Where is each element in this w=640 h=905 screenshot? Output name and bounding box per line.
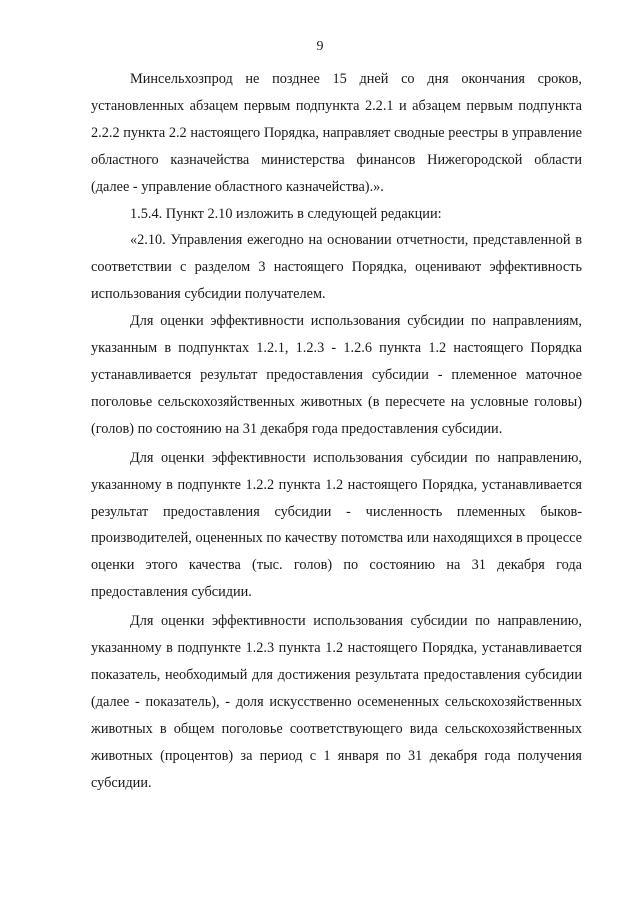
paragraph-effectiveness-1: Для оценки эффективности использования субсидии по направлениям, указанным в подпунктах 1.2.1, 1.2.3 - 1.2.6 пункта 1.2 настоящего Порядка устанавливается результат предоставления субсидии - племенное маточное поголовье сельскохозяйственных животных (в пересчете на условные головы) (голов) по состоянию на 31 декабря года предоставления субсидии. [91,313,582,437]
paragraph-2-10: «2.10. Управления ежегодно на основании отчетности, представленной в соответствии с разделом 3 настоящего Порядка, оценивают эффективность использования субсидии получателем. [91,232,582,303]
paragraph-effectiveness-2: Для оценки эффективности использования субсидии по направлению, указанному в подпункте 1.2.2 пункта 1.2 настоящего Порядка, устанавливается результат предоставления субсидии - численность племенных быков-производителей, оцененных по качеству потомства или находящихся в процессе оценки этого качества (тыс. голов) по состоянию на 31 декабря года предоставления субсидии. [91,449,582,601]
paragraph-effectiveness-3: Для оценки эффективности использования субсидии по направлению, указанному в подпункте 1.2.3 пункта 1.2 настоящего Порядка, устанавливается показатель, необходимый для достижения результата предоставления субсидии (далее - показатель), - доля искусственно осемененных сельскохозяйственных животных в общем поголовье соответствующего вида сельскохозяйственных животных (процентов) за период с 1 января по 31 декабря года получения субсидии. [91,613,582,791]
paragraph-reestry: Минсельхозпрод не позднее 15 дней со дня окончания сроков, установленных абзацем первым подпункта 2.2.1 и абзацем первым подпункта 2.2.2 пункта 2.2 настоящего Порядка, направляет сводные реестры в управление областного казначейства министерства финансов Нижегородской области (далее - управление областного казначейства).». [91,71,582,195]
paragraph-1-5-4: 1.5.4. Пункт 2.10 изложить в следующей редакции: [130,205,442,222]
page-number: 9 [316,39,324,54]
document-body [91,66,582,796]
